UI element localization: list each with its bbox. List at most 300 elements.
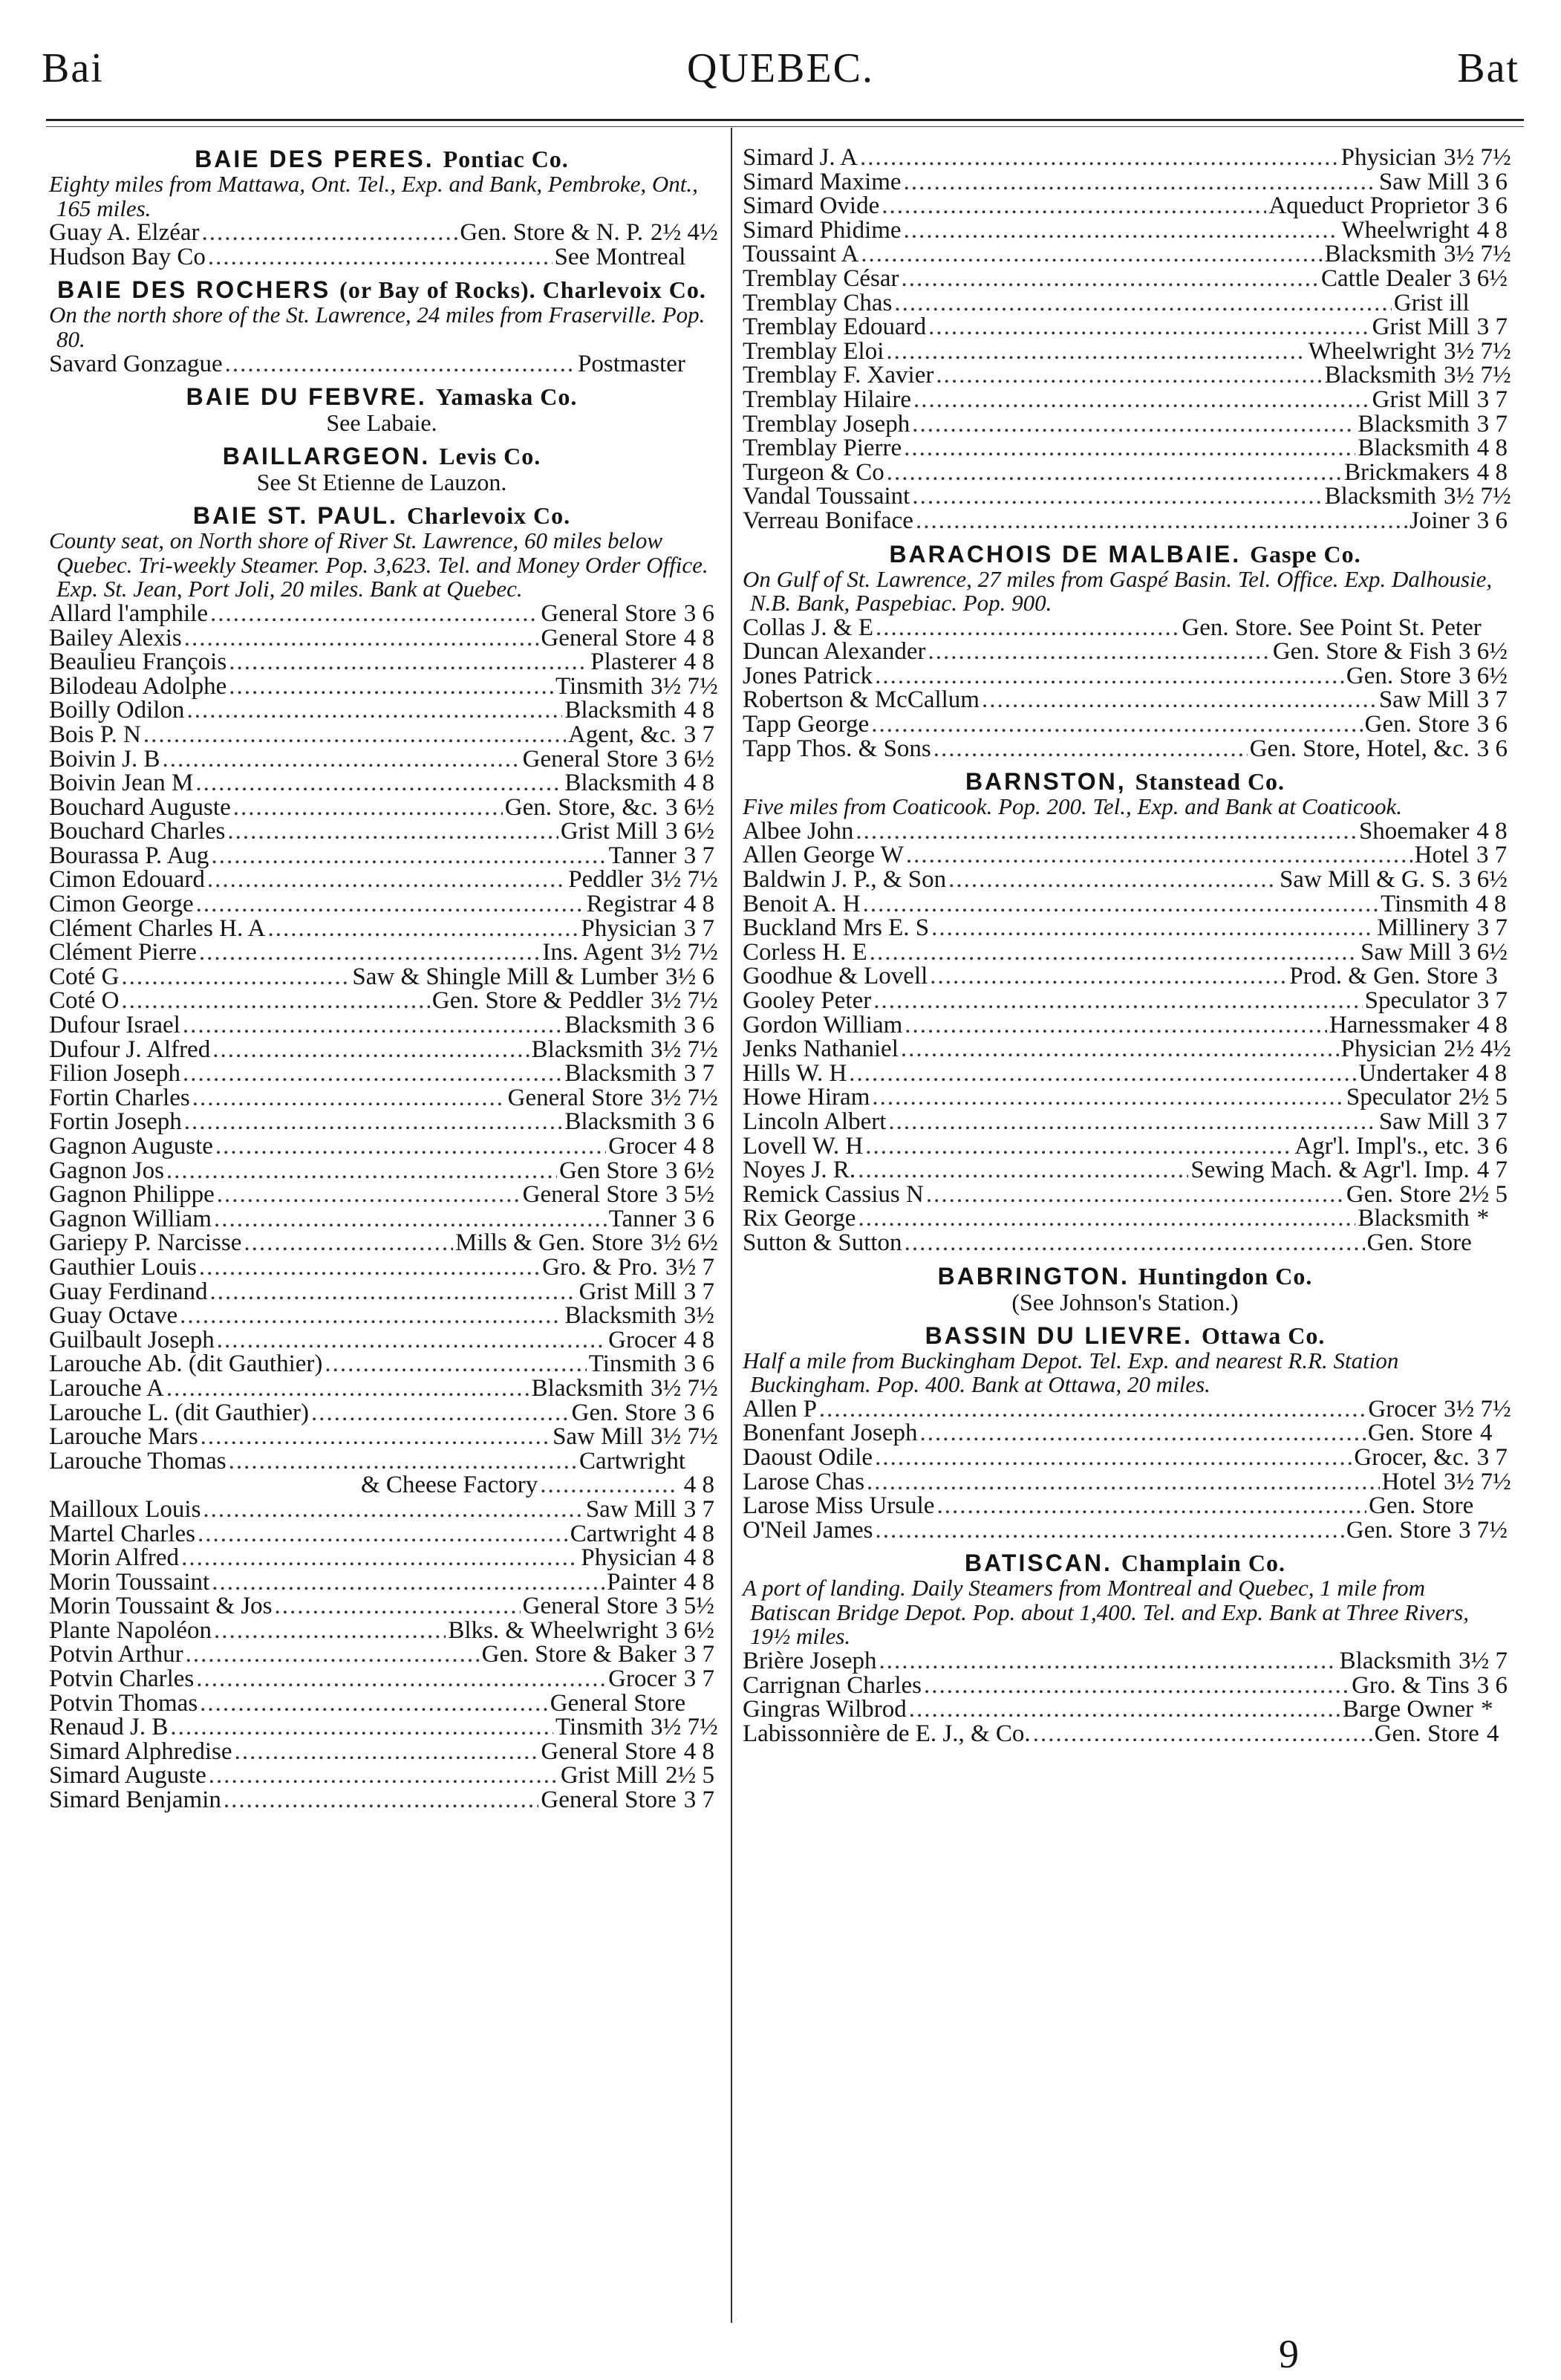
listing-occupation: Grist Mill [579, 1278, 677, 1305]
leader-dots [162, 747, 520, 772]
leader-dots [912, 412, 1355, 437]
place-name: BATISCAN. [965, 1550, 1112, 1577]
leader-dots [186, 698, 562, 723]
listing-name: Boivin J. B [49, 745, 160, 773]
listing-rating: 4 8 [1476, 1011, 1508, 1038]
listing-name: Fortin Joseph [49, 1108, 182, 1136]
listing-rating: 4 8 [1476, 1059, 1508, 1087]
county-name: Stanstead Co. [1135, 768, 1285, 796]
place-heading [49, 443, 714, 469]
listing-occupation: Prod. & Gen. Store [1289, 963, 1479, 990]
listing-row [743, 819, 1508, 844]
leader-dots [201, 1425, 550, 1449]
listing-name: Simard J. A [743, 144, 858, 171]
listing-rating: 3½ 7 [1459, 1648, 1508, 1675]
listing-rating: 3 6 [1476, 1671, 1508, 1699]
listing-row [743, 412, 1508, 437]
leader-dots [211, 844, 606, 868]
place-name: BABRINGTON. [937, 1262, 1130, 1290]
place-description: Eighty miles from Mattawa, Ont. Tel., Exp. and Bank, Pembroke, Ont., 165 miles. [49, 171, 698, 221]
listing-rating: 3 7 [1476, 313, 1508, 341]
leader-dots [886, 339, 1306, 364]
leader-dots [217, 1328, 606, 1353]
listing-rating: 3 7 [1476, 987, 1508, 1014]
listing-name: Gagnon Auguste [49, 1133, 213, 1160]
listing-name: Mailloux Louis [49, 1495, 201, 1523]
place-name: BAIE DU FEBVRE. [186, 383, 427, 411]
listing-name: Hudson Bay Co [49, 243, 206, 270]
listing-rating: 3 7 [683, 1665, 714, 1693]
listing-rating: 3 6 [1476, 507, 1508, 534]
listing-row [743, 1110, 1508, 1134]
listing-row [743, 616, 1508, 640]
listing-rating: 3 5½ [665, 1593, 714, 1620]
listing-rating: 3 6½ [1459, 638, 1508, 666]
listing-occupation: Cattle Dealer [1321, 264, 1451, 292]
listing-name: Tremblay Chas [743, 289, 893, 316]
listing-occupation: See Montreal [554, 243, 686, 270]
listing-rating: 3½ 7½ [1444, 1395, 1511, 1423]
listing-row [49, 939, 718, 966]
place-name: BARNSTON, [965, 768, 1127, 796]
listing-row [743, 194, 1508, 218]
listing-row [743, 458, 1508, 486]
leader-dots [905, 1231, 1365, 1255]
listing-rating: 3½ 6 [665, 963, 714, 990]
listing-name: Morin Toussaint & Jos [49, 1593, 273, 1620]
listing-occupation: General Store [522, 745, 658, 773]
listing-name: Turgeon & Co [743, 458, 884, 486]
listing-rating: 3 7 [1476, 1443, 1508, 1471]
listing-row [49, 245, 714, 270]
leader-dots [860, 146, 1339, 170]
listing-occupation: General Store [522, 1593, 658, 1620]
listing-name: Allard l'amphile [49, 599, 208, 627]
leader-dots [936, 1494, 1366, 1518]
listing-rating: 3 6½ [1459, 264, 1508, 292]
listing-rating: 3½ 7½ [651, 1423, 718, 1451]
listing-name: Gooley Peter [743, 987, 872, 1014]
leader-dots [856, 819, 1357, 844]
listing-row [743, 1180, 1508, 1208]
listing-row [49, 1280, 714, 1304]
cross-reference: (See Johnson's Station.) [1011, 1288, 1239, 1316]
leader-dots [195, 771, 562, 796]
listing-name: Dufour J. Alfred [49, 1035, 211, 1063]
leader-dots [930, 964, 1287, 989]
listing-row [49, 723, 714, 747]
listing-name: Jones Patrick [743, 662, 873, 689]
listing-occupation: Registrar [586, 891, 677, 918]
listing-name: Guay Ferdinand [49, 1278, 208, 1305]
listing-occupation: Blacksmith [564, 1060, 677, 1087]
listing-occupation: Gen. Store & Fish [1272, 638, 1451, 666]
listing-occupation: Tinsmith [1381, 890, 1469, 917]
listing-rating: 3 7 [1476, 686, 1508, 714]
listing-name: Larose Miss Ursule [743, 1492, 935, 1520]
leader-dots [913, 388, 1370, 412]
listing-rating: 4 8 [683, 1326, 714, 1353]
listing-rating: 3 6½ [1459, 662, 1508, 689]
leader-dots [170, 1715, 553, 1740]
listing-rating: 3 6½ [665, 1157, 714, 1184]
listing-row [743, 1649, 1508, 1674]
listing-name: Brière Joseph [743, 1648, 877, 1675]
leader-dots [214, 1207, 607, 1232]
listing-row [49, 914, 714, 942]
listing-row [49, 1763, 714, 1788]
county-name: Yamaska Co. [435, 383, 578, 411]
listing-rating: 3 7½ [1459, 1516, 1508, 1544]
listing-occupation: Hotel [1414, 842, 1469, 869]
listing-occupation: General Store [541, 624, 677, 651]
listing-rating: 4 8 [1476, 458, 1508, 486]
listing-name: Allen P [743, 1395, 817, 1423]
listing-row [49, 1304, 714, 1328]
listing-row [743, 868, 1508, 892]
listing-row [743, 315, 1508, 339]
listing-occupation: General Store [507, 1084, 643, 1111]
listing-rating: 3 6 [1476, 168, 1508, 195]
listing-rating: 3 5½ [665, 1181, 714, 1209]
leader-dots [214, 1619, 446, 1643]
listing-rating: 4 8 [1476, 435, 1508, 462]
listing-occupation: Grocer, &c. [1354, 1443, 1470, 1471]
leader-dots [881, 194, 1266, 218]
listing-rating: 3 7 [683, 1641, 714, 1668]
listing-rating: 3½ 7½ [1444, 144, 1511, 171]
listing-rating: 3 6½ [665, 793, 714, 821]
place-description: On Gulf of St. Lawrence, 27 miles from Gaspé Basin. Tel. Office. Exp. Dalhousie, N.B. Bank, Paspebiac. Pop. 900. [743, 565, 1493, 617]
listing-name: Coté G [49, 963, 120, 990]
listing-name: Sutton & Sutton [743, 1229, 902, 1256]
header-title: QUEBEC. [687, 45, 874, 91]
listing-name: Larouche L. (dit Gauthier) [49, 1399, 310, 1426]
listing-row [743, 144, 1511, 171]
listing-rating: 3 7 [683, 914, 714, 942]
listing-name: Morin Alfred [49, 1544, 180, 1572]
leader-dots [210, 1280, 577, 1304]
listing-rating: 3 7 [683, 1786, 714, 1814]
listing-row [49, 987, 718, 1015]
leader-dots [229, 674, 553, 699]
listing-row [743, 1085, 1508, 1110]
listing-occupation: Hotel [1381, 1468, 1436, 1495]
county-name: (or Bay of Rocks). Charlevoix Co. [339, 276, 706, 304]
listing-occupation: Plasterer [590, 648, 677, 676]
county-name: Levis Co. [439, 443, 541, 470]
leader-dots [244, 1231, 453, 1255]
listing-occupation: General Store [550, 1689, 686, 1717]
listing-name: Larose Chas [743, 1468, 865, 1495]
listing-row [743, 1494, 1508, 1518]
leader-dots [184, 1110, 563, 1134]
listing-rating: 3 7 [683, 1278, 714, 1305]
listing-name: Tremblay Pierre [743, 435, 902, 462]
listing-occupation: Sewing Mach. & Agr'l. Imp. [1190, 1157, 1470, 1184]
listing-occupation: Wheelwright [1341, 216, 1470, 244]
listing-row-continuation [49, 1473, 714, 1498]
listing-occupation: Grist ill [1393, 289, 1470, 316]
listing-row [743, 1468, 1511, 1495]
listing-occupation: Grocer [608, 1665, 677, 1693]
listing-rating: 3½ 7½ [1444, 337, 1511, 365]
listing-occupation: Mills & Gen. Store [455, 1229, 643, 1257]
listing-row [49, 1667, 714, 1691]
listing-rating: 3½ 7 [665, 1253, 714, 1281]
listing-name: Bourassa P. Aug [49, 842, 209, 869]
listing-occupation: Tanner [608, 1205, 677, 1232]
listing-name: Allen George W [743, 842, 904, 869]
listing-occupation: Blacksmith [564, 770, 677, 797]
leader-dots [928, 640, 1271, 664]
listing-occupation: & Cheese Factory [361, 1472, 538, 1499]
listing-row [743, 337, 1511, 365]
leader-dots [217, 1183, 521, 1207]
listing-occupation: Tinsmith [555, 1714, 643, 1741]
place-heading [743, 1263, 1508, 1290]
listing-occupation: Grist Mill [560, 818, 658, 845]
listing-name: Tapp Thos. & Sons [743, 735, 931, 762]
listing-occupation: Blacksmith [1324, 362, 1436, 389]
leader-dots [198, 1522, 568, 1547]
listing-rating: 2½ 5 [665, 1762, 714, 1789]
listing-row [743, 664, 1508, 689]
listing-name: Baldwin J. P., & Son [743, 866, 947, 894]
listing-rating: 3 6½ [1459, 938, 1508, 966]
listing-occupation: Tanner [608, 842, 677, 869]
leader-dots [209, 1763, 558, 1788]
running-header [42, 31, 1519, 98]
place-heading [49, 383, 714, 410]
listing-row [49, 1594, 714, 1619]
listing-row [49, 1328, 714, 1353]
listing-name: Simard Benjamin [49, 1786, 221, 1814]
listing-row [49, 1013, 714, 1038]
leader-dots [926, 1183, 1344, 1207]
listing-row [49, 352, 714, 377]
listing-name: Tremblay Edouard [743, 313, 927, 341]
leader-dots [904, 218, 1340, 243]
listing-row [743, 1035, 1511, 1063]
listing-occupation: Physician [581, 1544, 677, 1572]
leader-dots [875, 1446, 1352, 1470]
place-name: BAIE DES PERES. [195, 146, 434, 172]
place-name: BAIE ST. PAUL. [192, 502, 398, 530]
listing-name: Gagnon Philippe [49, 1181, 215, 1209]
listing-occupation: Harnessmaker [1329, 1011, 1470, 1038]
listing-name: Bonenfant Joseph [743, 1420, 918, 1447]
listing-row [743, 640, 1508, 664]
listing-occupation: Gen. Store [1369, 1492, 1474, 1520]
leader-dots [933, 737, 1248, 761]
listing-row [743, 1231, 1508, 1255]
listing-row [743, 264, 1508, 292]
right-column [743, 144, 1511, 1747]
leader-dots [199, 940, 540, 965]
listing-occupation: Saw Mill [1378, 686, 1470, 714]
listing-occupation: Gen. Store & Peddler [431, 987, 643, 1015]
listing-row [743, 218, 1508, 243]
listing-occupation: Physician [581, 914, 677, 942]
listing-row [743, 1134, 1508, 1159]
listing-rating: 4 8 [683, 891, 714, 918]
listing-rating: 4 8 [1476, 890, 1507, 917]
listing-occupation: Saw Mill [1378, 1108, 1470, 1135]
county-name: Charlevoix Co. [406, 502, 571, 530]
listing-rating: 3½ 7½ [651, 987, 718, 1015]
leader-dots [227, 819, 558, 844]
listing-rating: 3 6 [1476, 192, 1508, 220]
listing-occupation: Saw Mill [1360, 938, 1451, 966]
leader-dots [540, 1473, 674, 1498]
listing-occupation: Gen. Store [1346, 1180, 1451, 1208]
listing-row [743, 1722, 1508, 1746]
listing-name: Noyes J. R. [743, 1157, 856, 1184]
listing-row [49, 819, 714, 844]
listing-occupation: Joiner [1410, 507, 1470, 534]
listing-name: Simard Alphredise [49, 1737, 232, 1765]
leader-dots [875, 664, 1344, 689]
leader-dots [200, 1691, 548, 1716]
listing-rating: 4 8 [683, 770, 714, 797]
leader-dots [948, 868, 1277, 892]
listing-occupation: General Store [541, 1786, 677, 1814]
listing-rating: 4 8 [683, 697, 714, 724]
leader-dots [121, 965, 350, 989]
listing-name: Bailey Alexis [49, 624, 182, 651]
listing-row [49, 1401, 714, 1425]
listing-name: Gauthier Louis [49, 1253, 197, 1281]
listing-name: Corless H. E [743, 938, 867, 966]
place-name: BAILLARGEON. [222, 443, 431, 470]
leader-dots [901, 1037, 1339, 1061]
listing-rating: 3 7 [1476, 410, 1508, 438]
listing-row [49, 1084, 718, 1111]
listing-rating: 2½ 5 [1459, 1084, 1508, 1111]
leader-dots [181, 1546, 579, 1570]
listing-row [743, 483, 1511, 510]
listing-rating: 4 8 [683, 1568, 714, 1596]
listing-name: Vandal Toussaint [743, 483, 910, 510]
listing-occupation: Cartwright [579, 1447, 686, 1475]
listing-rating: 3 6½ [665, 745, 714, 773]
listing-occupation: Gen. Store [1346, 1516, 1451, 1544]
listing-occupation: Gen. Store, &c. [504, 793, 658, 821]
listing-row [49, 1035, 718, 1063]
leader-dots [235, 1740, 539, 1764]
listing-row [743, 1395, 1511, 1423]
listing-occupation: Peddler [568, 866, 643, 894]
listing-row [743, 291, 1508, 316]
listing-name: Benoit A. H [743, 890, 861, 917]
listing-occupation: Gen. Store [1346, 662, 1451, 689]
listing-rating: 3½ 7½ [651, 939, 718, 966]
listing-occupation: Gen. Store. See Point St. Peter [1182, 614, 1482, 641]
listing-row [49, 1352, 714, 1376]
leader-dots [215, 1134, 606, 1159]
listing-rating: 4 8 [1476, 216, 1508, 244]
listing-row [743, 1421, 1508, 1446]
page-number: 9 [1279, 2332, 1299, 2376]
listing-row [49, 1449, 714, 1474]
listing-rating: 3 6 [1476, 711, 1508, 738]
listing-row [49, 1714, 718, 1741]
listing-name: Fortin Charles [49, 1084, 190, 1111]
county-name: Champlain Co. [1121, 1550, 1285, 1577]
listing-occupation: Agr'l. Impl's., etc. [1294, 1132, 1470, 1160]
county-name: Ottawa Co. [1201, 1321, 1326, 1349]
listing-row [743, 964, 1508, 989]
leader-dots [924, 1674, 1349, 1698]
listing-occupation: Saw Mill [585, 1495, 677, 1523]
leader-dots [982, 688, 1377, 712]
listing-occupation: Physician [1340, 144, 1436, 171]
listing-rating: 4 8 [683, 648, 714, 676]
listing-occupation: Gen Store [559, 1157, 658, 1184]
listing-rating: 3½ 7½ [1444, 1468, 1511, 1495]
leader-dots [906, 843, 1412, 868]
place-heading [49, 146, 714, 172]
listing-name: Cimon Edouard [49, 866, 205, 894]
listing-rating: 3½ 7½ [651, 1714, 718, 1741]
leader-dots [184, 626, 539, 651]
leader-dots [233, 796, 503, 820]
listing-occupation: Blacksmith [1324, 483, 1436, 510]
listing-occupation: Barge Owner [1342, 1696, 1474, 1723]
leader-dots [208, 245, 553, 270]
place-heading [743, 1550, 1508, 1576]
cross-reference: See Labaie. [326, 409, 437, 437]
leader-dots [166, 1159, 557, 1183]
listing-rating: 3 6 [1476, 735, 1508, 762]
listing-occupation: Ins. Agent [542, 939, 643, 966]
listing-rating: 2½ 4½ [651, 219, 718, 247]
leader-dots [210, 602, 538, 626]
listing-occupation: Tinsmith [588, 1350, 677, 1378]
listing-row [743, 843, 1508, 868]
listing-name: Bilodeau Adolphe [49, 672, 227, 700]
listing-row [49, 1737, 714, 1765]
listing-occupation: Grocer [608, 1326, 677, 1353]
listing-occupation: Tinsmith [555, 672, 643, 700]
listing-name: Renaud J. B [49, 1714, 169, 1741]
listing-rating: 3 7 [683, 721, 714, 748]
listing-occupation: Blacksmith [531, 1035, 643, 1063]
leader-dots [183, 1061, 562, 1086]
listing-name: Verreau Boniface [743, 507, 913, 534]
listing-name: Simard Auguste [49, 1762, 206, 1789]
listing-name: Simard Maxime [743, 168, 902, 195]
listing-occupation: Brickmakers [1344, 458, 1470, 486]
listing-row [743, 1013, 1508, 1038]
listing-row [743, 892, 1508, 917]
listing-occupation: General Store [541, 599, 677, 627]
leader-dots [224, 1788, 539, 1812]
listing-name: Collas J. & E [743, 614, 874, 641]
listing-occupation: Blacksmith [564, 1012, 677, 1039]
listing-name: Hills W. H [743, 1059, 847, 1087]
listing-name: Tremblay F. Xavier [743, 362, 934, 389]
listing-row [49, 599, 714, 627]
listing-name: Toussaint A [743, 241, 859, 268]
listing-occupation: Gen. Store [1366, 1229, 1472, 1256]
listing-name: Duncan Alexander [743, 638, 926, 666]
listing-rating: * [1481, 1696, 1493, 1723]
listing-row [49, 1423, 718, 1451]
listing-occupation: Shoemaker [1358, 817, 1470, 845]
listing-row [49, 844, 714, 868]
